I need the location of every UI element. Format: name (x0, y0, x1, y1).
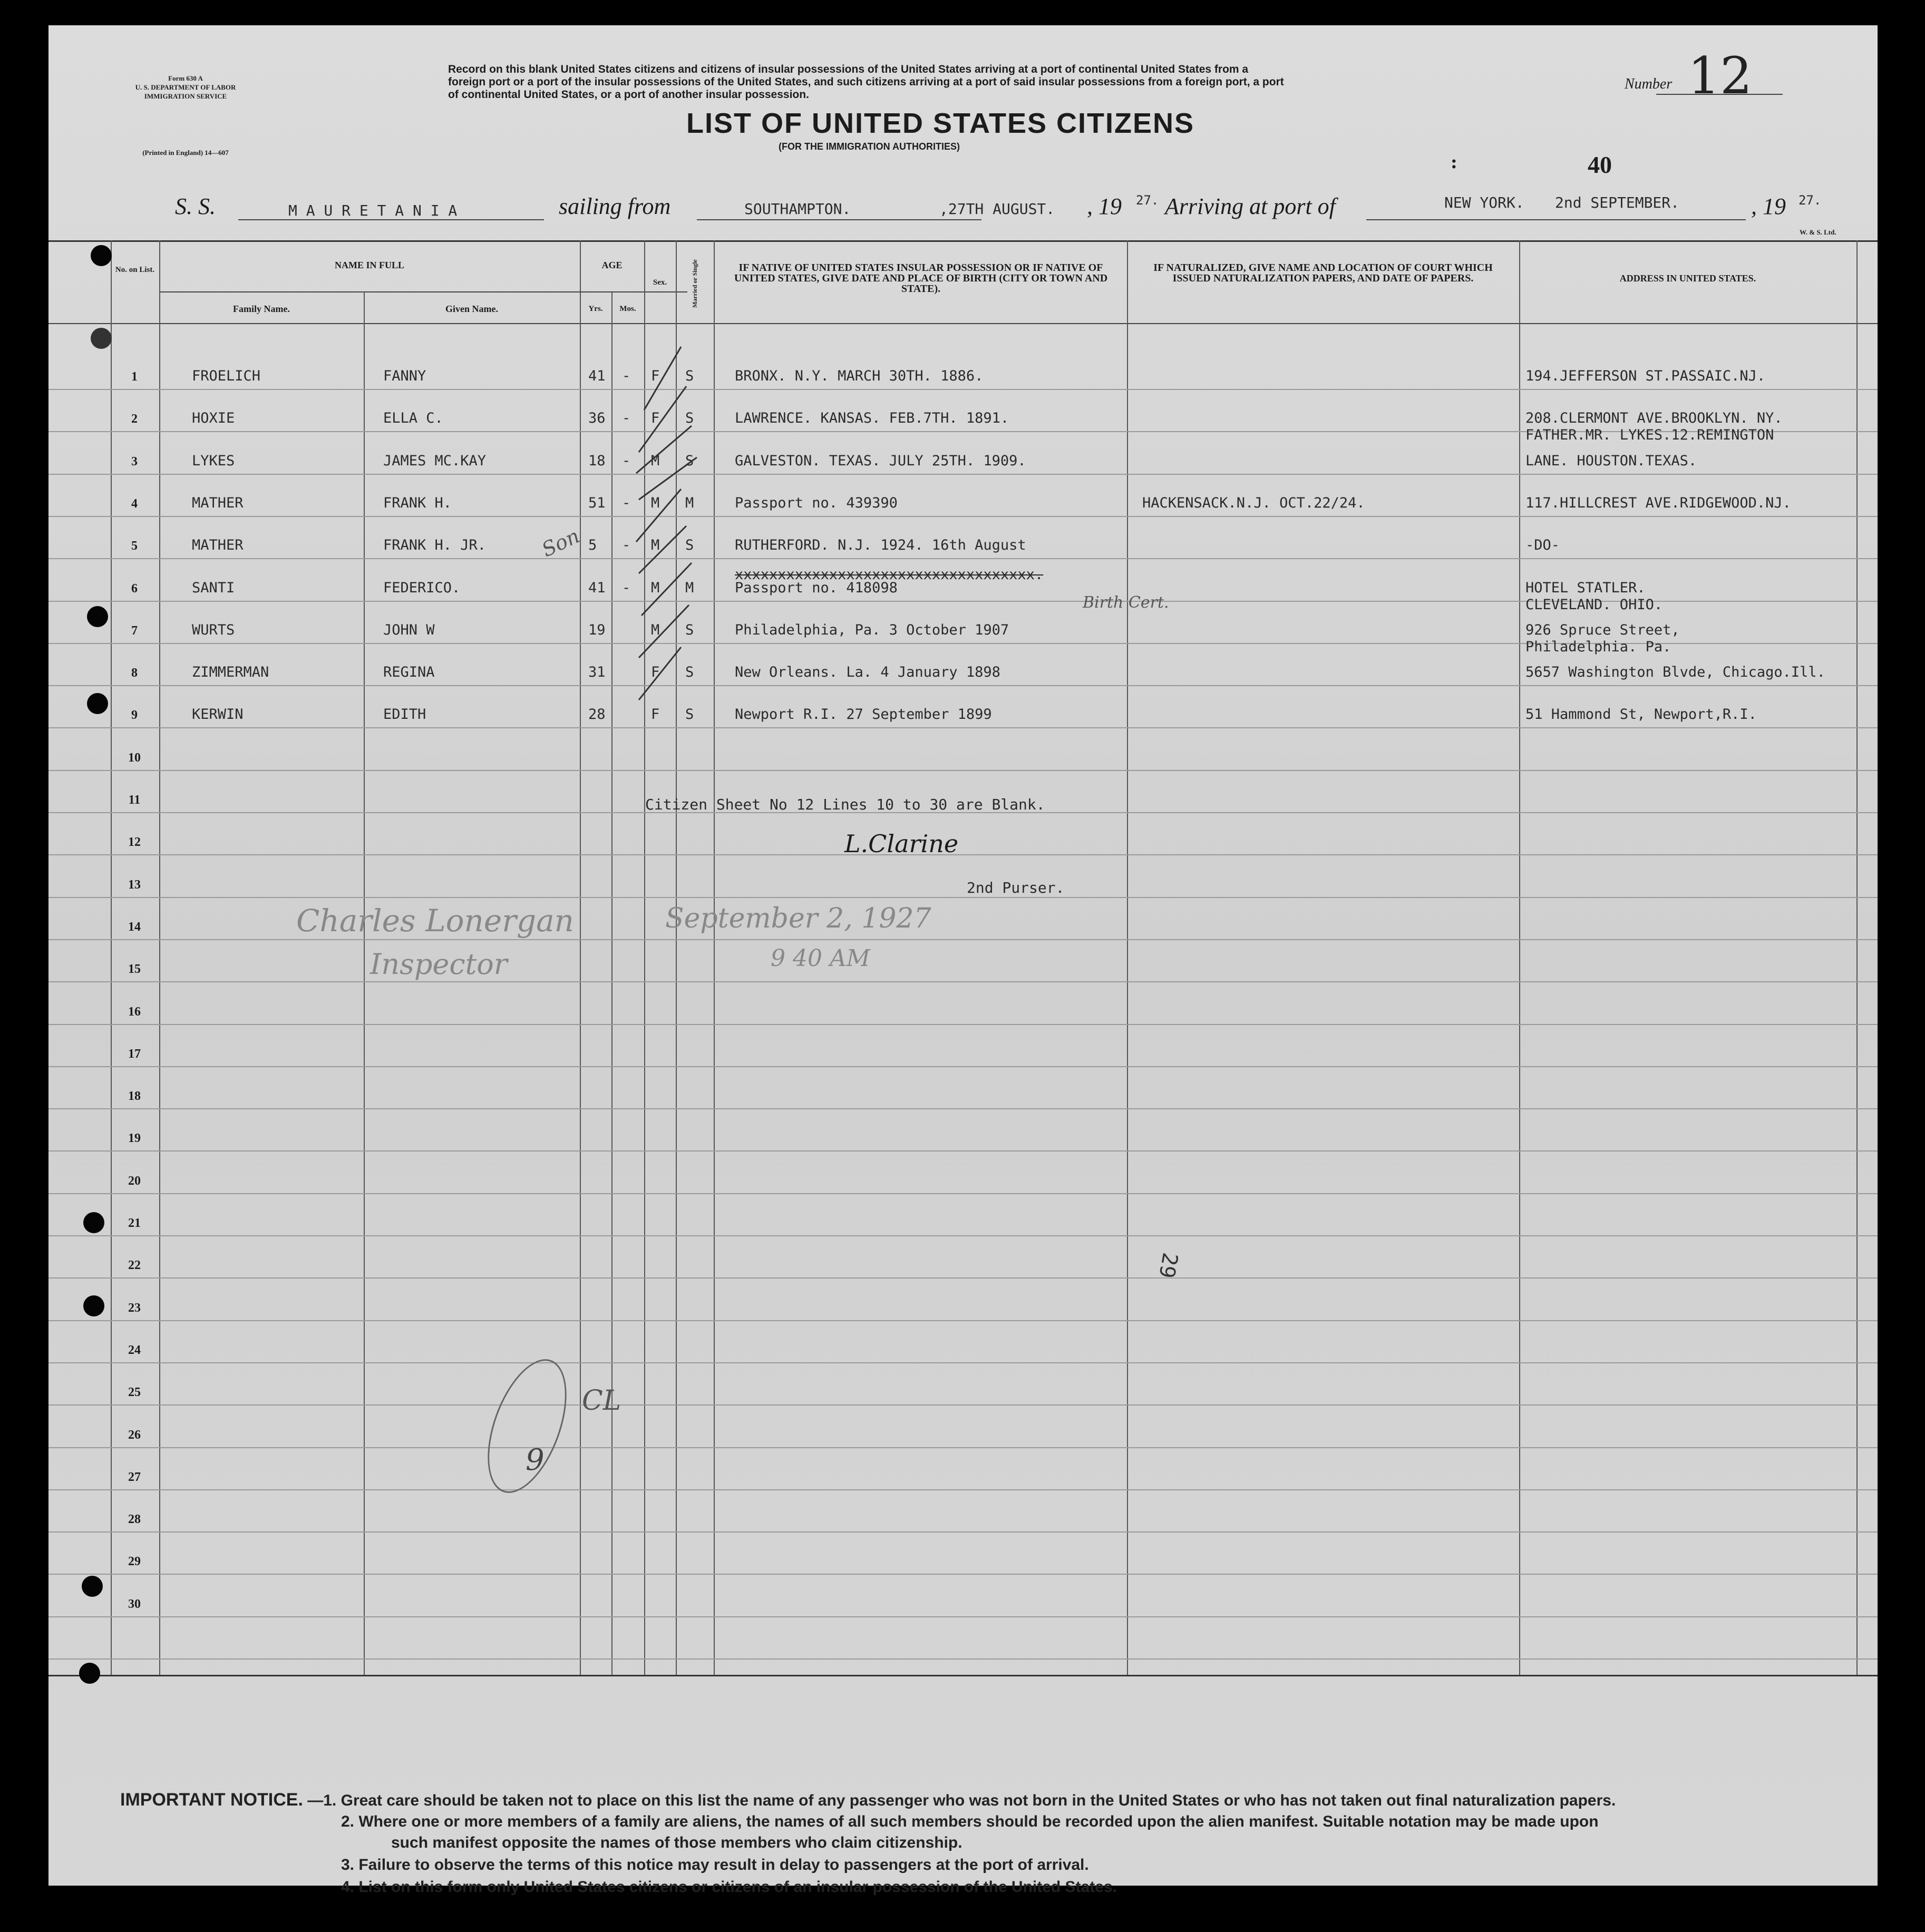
cell-ms: S (685, 452, 694, 469)
row-number: 16 (128, 1004, 141, 1019)
cell-yrs: 51 (588, 494, 606, 511)
ruled-line (48, 1150, 1878, 1152)
header-naturalized: IF NATURALIZED, GIVE NAME AND LOCATION OF COURT WHICH ISSUED NATURALIZATION PAPERS, AND DATE OF PAPERS. (1153, 262, 1493, 284)
cell-sex: M (651, 452, 660, 469)
header-given: Given Name. (445, 304, 498, 314)
header-mos: Mos. (619, 305, 636, 313)
ruled-line (48, 939, 1878, 940)
cell-sex: F (651, 664, 660, 681)
cell-birth: Philadelphia, Pa. 3 October 1907 (735, 621, 1009, 638)
sailing-from-label: sailing from (559, 193, 671, 219)
cell-sex: F (651, 706, 660, 723)
col-divider-right (1856, 240, 1858, 1675)
cell-given: FEDERICO. (383, 579, 461, 596)
cell-addr: 208.CLERMONT AVE.BROOKLYN. NY. (1525, 410, 1783, 427)
header-sex: Sex. (653, 278, 667, 287)
cell-nat: HACKENSACK.N.J. OCT.22/24. (1142, 494, 1365, 511)
cell-family: MATHER (192, 537, 244, 554)
row-number: 5 (131, 539, 138, 553)
date-from: ,27TH AUGUST. (939, 200, 1055, 218)
ruled-line (48, 558, 1878, 559)
col-divider-family (364, 291, 365, 1675)
row-number: 13 (128, 877, 141, 892)
cell-yrs: 18 (588, 452, 606, 469)
year-prefix-1: , 19 (1087, 193, 1122, 219)
row-number: 27 (128, 1470, 141, 1484)
cell-given: ELLA C. (383, 410, 443, 427)
cell-addr: 51 Hammond St, Newport,R.I. (1525, 706, 1757, 723)
intro-text (448, 63, 1555, 101)
printed-note: (Printed in England) 14—607 (142, 149, 229, 157)
count-value: 40 (1588, 151, 1612, 178)
notice-label: IMPORTANT NOTICE. (120, 1790, 303, 1810)
header-address: ADDRESS IN UNITED STATES. (1619, 273, 1756, 284)
inspector-title: Inspector (370, 948, 508, 981)
cell-yrs: 41 (588, 368, 606, 384)
ruled-line (48, 1320, 1878, 1321)
cell-given: FRANK H. JR. (383, 537, 487, 554)
cell-addr: 194.JEFFERSON ST.PASSAIC.NJ. (1525, 368, 1766, 384)
cell-family: SANTI (192, 579, 235, 596)
ruled-line (48, 1531, 1878, 1533)
port-from-line (697, 219, 981, 220)
cell-sex: M (651, 579, 660, 596)
ruled-line (48, 1658, 1878, 1660)
intro-line-2: foreign port or a port of the insular possessions of the United States, and such citizens arriving at a port of said insular possessions from a foreign port, a port (448, 76, 1284, 88)
port-to-line (1366, 219, 1746, 220)
cell-ms: S (685, 410, 694, 427)
punch-hole (91, 245, 112, 266)
ruled-line (48, 1404, 1878, 1406)
punch-hole (91, 328, 112, 349)
row-number: 17 (128, 1047, 141, 1061)
cell-sex: F (651, 368, 660, 384)
cell-family: FROELICH (192, 368, 261, 384)
row-number: 1 (131, 370, 138, 384)
year-prefix-2: , 19 (1751, 193, 1786, 219)
row-number: 2 (131, 412, 138, 426)
col-divider-native (1127, 240, 1128, 1675)
cell-ms: S (685, 706, 694, 723)
cell-given: FANNY (383, 368, 426, 384)
inspection-date: September 2, 1927 (665, 903, 931, 934)
punch-hole (82, 1576, 103, 1597)
header-name-in-full: NAME IN FULL (334, 260, 404, 270)
row-number: 11 (128, 793, 141, 807)
check-marks (623, 299, 728, 731)
row-number: 25 (128, 1385, 141, 1400)
cell-sex: F (651, 410, 660, 427)
ruled-line (48, 897, 1878, 898)
header-no: No. on List. (115, 266, 155, 274)
ruled-line (48, 1277, 1878, 1279)
inspector-name: Charles Lonergan (296, 903, 575, 939)
page-title: LIST OF UNITED STATES CITIZENS (686, 108, 1194, 139)
cell-birth: Passport no. 418098 (735, 579, 898, 596)
cell-ms: S (685, 368, 694, 384)
ruled-line (48, 1066, 1878, 1067)
intro-line-3: of continental United States, or a port of another insular possession. (448, 89, 809, 101)
col-divider-yrs (611, 291, 612, 1675)
row-number: 7 (131, 623, 138, 638)
table-top-border (48, 240, 1878, 242)
punch-hole (87, 606, 108, 627)
ruled-line (48, 727, 1878, 728)
row-number: 24 (128, 1343, 141, 1357)
form-number: Form 630 A (168, 74, 203, 82)
ruled-line (48, 685, 1878, 686)
initials: CL (582, 1385, 621, 1417)
row-number: 20 (128, 1174, 141, 1188)
struck-text: xxxxxxxxxxxxxxxxxxxxxxxxxxxxxxxxxxx. (735, 567, 1044, 583)
cell-birth: Passport no. 439390 (735, 494, 898, 511)
number-value: 12 (1688, 46, 1753, 105)
cell-birth: GALVESTON. TEXAS. JULY 25TH. 1909. (735, 452, 1026, 469)
row-number: 3 (131, 454, 138, 469)
cell-given: FRANK H. (383, 494, 452, 511)
cell-birth: RUTHERFORD. N.J. 1924. 16th August (735, 537, 1026, 554)
ship-name: M A U R E T A N I A (288, 202, 458, 219)
row-number: 6 (131, 581, 138, 596)
cell-birth: Newport R.I. 27 September 1899 (735, 706, 992, 723)
cell-mos: - (622, 452, 631, 469)
cell-mos: - (622, 368, 631, 384)
row-number: 22 (128, 1258, 141, 1273)
ruled-line (48, 1574, 1878, 1575)
row-number: 14 (128, 920, 141, 934)
row-number: 12 (128, 835, 141, 850)
important-notice (120, 1790, 1860, 1811)
notice-item-1: —1. Great care should be taken not to place on this list the name of any passenger who was not born in the United States or who has not taken out final naturalization papers. (307, 1792, 1616, 1809)
cell-birth: BRONX. N.Y. MARCH 30TH. 1886. (735, 368, 984, 384)
cell-given: EDITH (383, 706, 426, 723)
year-1: 27. (1136, 193, 1159, 208)
cell-mos: - (622, 410, 631, 427)
ruled-line (48, 981, 1878, 982)
age-subheader-rule (580, 291, 644, 292)
manifest-sheet (48, 25, 1878, 1896)
purser-title: 2nd Purser. (967, 879, 1065, 896)
cell-ms: S (685, 537, 694, 554)
row-number: 28 (128, 1513, 141, 1527)
cell-ms: S (685, 621, 694, 638)
header-family: Family Name. (233, 304, 290, 314)
ruled-line (48, 1193, 1878, 1194)
row-number: 30 (128, 1597, 141, 1611)
cell-ms: M (685, 494, 694, 511)
ruled-line (48, 516, 1878, 517)
cell-yrs: 28 (588, 706, 606, 723)
circled-nine: 9 (526, 1443, 545, 1477)
circle-mark (472, 1349, 582, 1503)
ruled-line (48, 1616, 1878, 1617)
department: U. S. DEPARTMENT OF LABOR (135, 83, 236, 91)
year-2: 27. (1798, 193, 1822, 208)
col-divider-naturalized (1519, 240, 1520, 1675)
cell-addr: -DO- (1525, 537, 1560, 554)
cell-mos: - (622, 494, 631, 511)
ruled-line (48, 1447, 1878, 1448)
birth-cert-note: Birth Cert. (1083, 593, 1169, 612)
cell-given: JOHN W (383, 621, 435, 638)
ruled-line (48, 1108, 1878, 1109)
cell-family: LYKES (192, 452, 235, 469)
row-number: 10 (128, 750, 141, 765)
cell-addr: LANE. HOUSTON.TEXAS. (1525, 452, 1697, 469)
punch-hole (83, 1212, 104, 1233)
cell-mos: - (622, 579, 631, 596)
cell-birth: LAWRENCE. KANSAS. FEB.7TH. 1891. (735, 410, 1009, 427)
cell-mos: - (622, 537, 631, 554)
row-number: 9 (131, 708, 138, 723)
cell-sex: M (651, 494, 660, 511)
cell-addr: 926 Spruce Street, (1525, 621, 1680, 638)
page-subtitle: (FOR THE IMMIGRATION AUTHORITIES) (779, 141, 960, 152)
row-number: 15 (128, 962, 141, 977)
header-native: IF NATIVE OF UNITED STATES INSULAR POSSESSION OR IF NATIVE OF UNITED STATES, GIVE DATE AND PLACE OF BIRTH (CITY OR TOWN AND STATE). (734, 262, 1108, 295)
cell-addr: 5657 Washington Blvde, Chicago.Ill. (1525, 664, 1825, 681)
cell-addr-line2: Philadelphia. Pa. (1525, 638, 1671, 655)
row-number: 26 (128, 1428, 141, 1442)
notice-item-4: 4. List on this form only United States citizens or citizens of an insular possession of the United States. (341, 1878, 1117, 1896)
port-to: NEW YORK. (1444, 194, 1524, 211)
printer-mark: W. & S. Ltd. (1800, 228, 1836, 236)
arriving-label: Arriving at port of (1165, 193, 1336, 219)
row-number: 4 (131, 496, 138, 511)
cell-yrs: 41 (588, 579, 606, 596)
form-block (117, 74, 254, 101)
cell-addr: HOTEL STATLER. (1525, 579, 1646, 596)
cell-sex: M (651, 537, 660, 554)
ruled-line (48, 1235, 1878, 1236)
cell-addr: 117.HILLCREST AVE.RIDGEWOOD.NJ. (1525, 494, 1791, 511)
header-married: Married or Single (691, 259, 698, 308)
cell-family: MATHER (192, 494, 244, 511)
inspection-time: 9 40 AM (771, 945, 870, 972)
notice-item-3: 3. Failure to observe the terms of this notice may result in delay to passengers at the port of arrival. (341, 1856, 1089, 1874)
notice-item-2: 2. Where one or more members of a family are aliens, the names of all such members should be recorded upon the alien manifest. Suitable notation may be made upon (341, 1813, 1599, 1830)
cell-given: REGINA (383, 664, 435, 681)
cell-family: WURTS (192, 621, 235, 638)
row-number: 18 (128, 1089, 141, 1104)
cell-family: HOXIE (192, 410, 235, 427)
blank-lines-note: Citizen Sheet No 12 Lines 10 to 30 are Blank. (645, 796, 1045, 813)
row-number: 19 (128, 1131, 141, 1146)
ship-line (238, 219, 544, 220)
cell-given: JAMES MC.KAY (383, 452, 487, 469)
cell-yrs: 31 (588, 664, 606, 681)
ruled-line (48, 389, 1878, 390)
cell-yrs: 5 (588, 537, 597, 554)
colon-mark: : (1451, 152, 1457, 173)
row-number: 8 (131, 666, 138, 680)
cell-yrs: 19 (588, 621, 606, 638)
ruled-line (48, 1489, 1878, 1490)
stamp-29: 29 (1154, 1251, 1182, 1280)
punch-hole (83, 1295, 104, 1316)
purser-signature: L.Clarine (844, 830, 959, 858)
table-bottom-border (48, 1675, 1878, 1676)
service: IMMIGRATION SERVICE (144, 92, 227, 100)
row-number: 21 (128, 1216, 141, 1230)
cell-ms: M (685, 579, 694, 596)
number-label: Number (1625, 76, 1673, 92)
punch-hole (87, 693, 108, 714)
row-number: 23 (128, 1301, 141, 1315)
ruled-line (48, 1024, 1878, 1025)
cell-sex: M (651, 621, 660, 638)
col-divider-no (159, 240, 160, 1675)
son-note: Son (538, 524, 584, 562)
ruled-line (48, 1362, 1878, 1363)
row-number: 29 (128, 1555, 141, 1569)
punch-hole (79, 1663, 100, 1684)
intro-line-1: Record on this blank United States citizens and citizens of insular possessions of the United States arriving at a port of continental United States from a (448, 63, 1249, 75)
ruled-line (48, 854, 1878, 855)
ruled-line (48, 474, 1878, 475)
port-from: SOUTHAMPTON. (744, 200, 851, 218)
cell-addr-line2: CLEVELAND. OHIO. (1525, 596, 1663, 613)
cell-ms: S (685, 664, 694, 681)
cell-family: ZIMMERMAN (192, 664, 269, 681)
header-bottom-rule (48, 323, 1878, 324)
ss-label: S. S. (175, 193, 216, 219)
header-yrs: Yrs. (588, 305, 603, 313)
notice-item-2-cont: such manifest opposite the names of those members who claim citizenship. (391, 1834, 962, 1851)
date-to: 2nd SEPTEMBER. (1555, 194, 1680, 211)
header-age: AGE (601, 260, 623, 270)
col-divider-given (580, 240, 581, 1675)
cell-family: KERWIN (192, 706, 244, 723)
cell-yrs: 36 (588, 410, 606, 427)
cell-addr-line2: FATHER.MR. LYKES.12.REMINGTON (1525, 427, 1774, 444)
ruled-line (48, 770, 1878, 771)
cell-birth: New Orleans. La. 4 January 1898 (735, 664, 1000, 681)
